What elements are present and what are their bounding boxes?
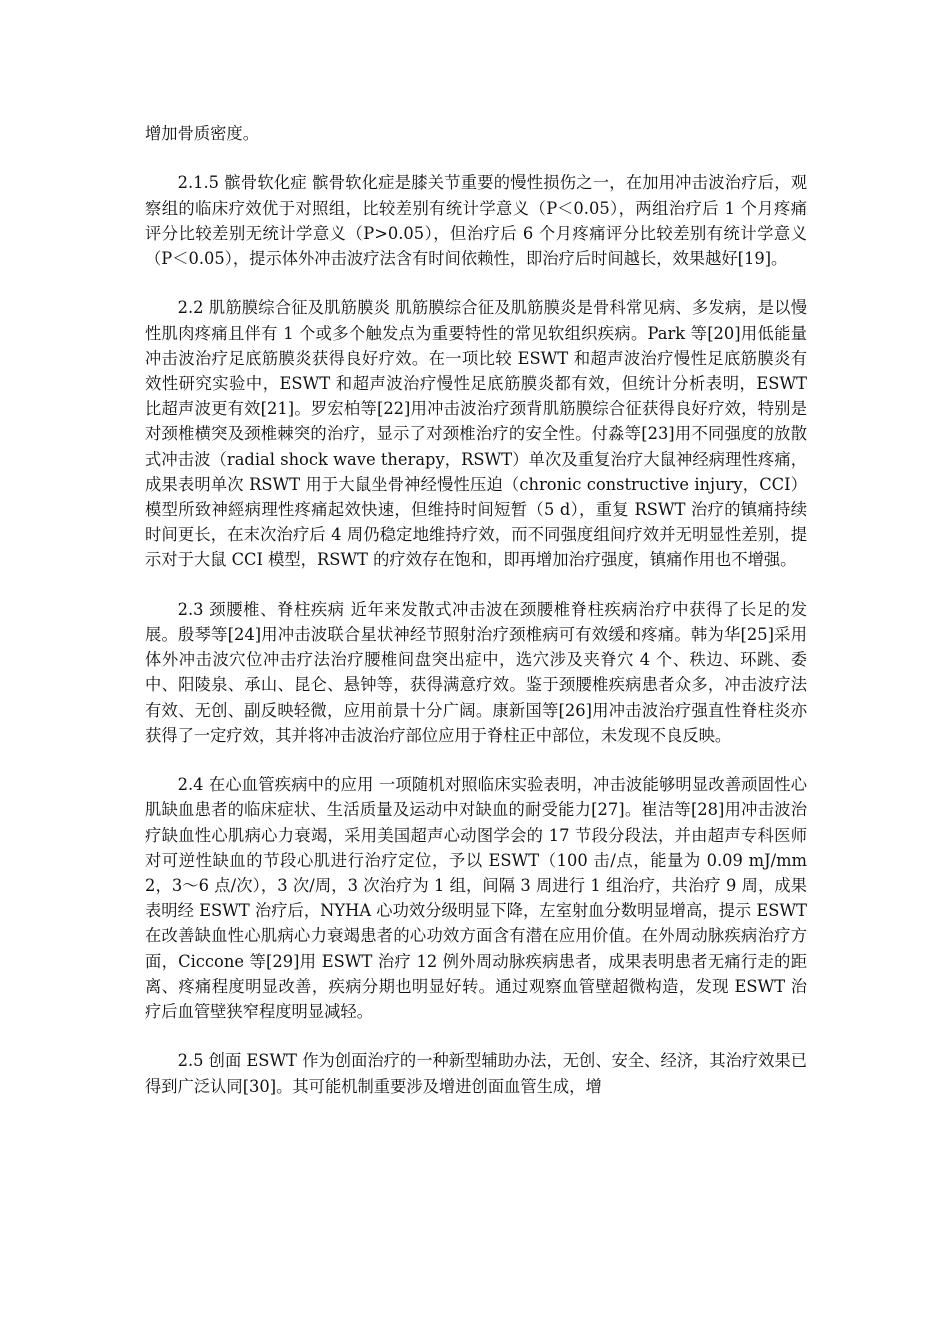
paragraph-continuation: 增加骨质密度。 [145, 124, 259, 143]
paragraph-cardiovascular: 2.4 在心血管疾病中的应用 一项随机对照临床实验表明，冲击波能够明显改善顽固性心肌缺血患者的临床症状、生活质量及运动中对缺血的耐受能力[27]。崔洁等[28]用冲击波治疗缺血性心肌病心力衰竭，采用美国超声心动图学会的 17 节段分段法，并由超声专科医师对可逆性缺血的节段心肌进行治疗定位，予以 ESWT（100 击/点，能量为 0.09 mJ/mm2，3～6 点/次），3 次/周，3 次治疗为 1 组，间隔 3 周进行 1 组治疗，共治疗 9 周，成果表明经 ESWT 治疗后，NYHA 心功效分级明显下降，左室射血分数明显增高，提示 ESWT 在改善缺血性心肌病心力衰竭患者的心功效方面含有潜在应用价值。在外周动脉疾病治疗方面，Ciccone 等[29]用 ESWT 治疗 12 例外周动脉疾病患者，成果表明患者无痛行走的距离、疼痛程度明显改善，疾病分期也明显好转。通过观察血管壁超微构造，发现 ESWT 治疗后血管壁狭窄程度明显减轻。 [145, 775, 807, 1022]
paragraph-spine-diseases: 2.3 颈腰椎、脊柱疾病 近年来发散式冲击波在颈腰椎脊柱疾病治疗中获得了长足的发展。殷琴等[24]用冲击波联合星状神经节照射治疗颈椎病可有效缓和疼痛。韩为华[25]采用体外冲击波穴位冲击疗法治疗腰椎间盘突出症中，选穴涉及夹脊穴 4 个、秩边、环跳、委中、阳陵泉、承山、昆仑、悬钟等，获得满意疗效。鉴于颈腰椎疾病患者众多，冲击波疗法有效、无创、副反映轻微，应用前景十分广阔。康新国等[26]用冲击波治疗强直性脊柱炎亦获得了一定疗效，其并将冲击波治疗部位应用于脊柱正中部位，未发现不良反映。 [145, 599, 807, 745]
paragraph-myofascial-syndrome: 2.2 肌筋膜综合征及肌筋膜炎 肌筋膜综合征及肌筋膜炎是骨科常见病、多发病，是以慢性肌肉疼痛且伴有 1 个或多个触发点为重要特性的常见软组织疾病。Park 等[20]用低能量冲击波治疗足底筋膜炎获得良好疗效。在一项比较 ESWT 和超声波治疗慢性足底筋膜炎有效性研究实验中，ESWT 和超声波治疗慢性足底筋膜炎都有效，但统计分析表明，ESWT 比超声波更有效[21]。罗宏柏等[22]用冲击波治疗颈背肌筋膜综合征获得良好疗效，特别是对颈椎横突及颈椎棘突的治疗，显示了对颈椎治疗的安全性。付淼等[23]用不同强度的放散式冲击波（radial shock wave therapy，RSWT）单次及重复治疗大鼠神经病理性疼痛，成果表明单次 RSWT 用于大鼠坐骨神经慢性压迫（chronic constructive injury，CCI）模型所致神經病理性疼痛起效快速，但维持时间短暂（5 d），重复 RSWT 治疗的镇痛持续时间更长，在末次治疗后 4 周仍稳定地维持疗效，而不同强度组间疗效并无明显性差别，提示对于大鼠 CCI 模型，RSWT 的疗效存在饱和，即再增加治疗强度，镇痛作用也不增强。 [145, 298, 807, 570]
paragraph-wound-healing: 2.5 创面 ESWT 作为创面治疗的一种新型辅助办法，无创、安全、经济，其治疗效果已得到广泛认同[30]。其可能机制重要涉及增进创面血管生成，增 [145, 1051, 807, 1096]
paragraph-chondromalacia-patellae: 2.1.5 髌骨软化症 髌骨软化症是膝关节重要的慢性损伤之一，在加用冲击波治疗后，观察组的临床疗效优于对照组，比较差别有统计学意义（P＜0.05），两组治疗后 1 个月疼痛评分比较差别无统计学意义（P>0.05），但治疗后 6 个月疼痛评分比较差别有统计学意义（P＜0.05），提示体外冲击波疗法含有时间依赖性，即治疗后时间越长，效果越好[19]。 [145, 173, 807, 268]
document-body [145, 121, 807, 1123]
